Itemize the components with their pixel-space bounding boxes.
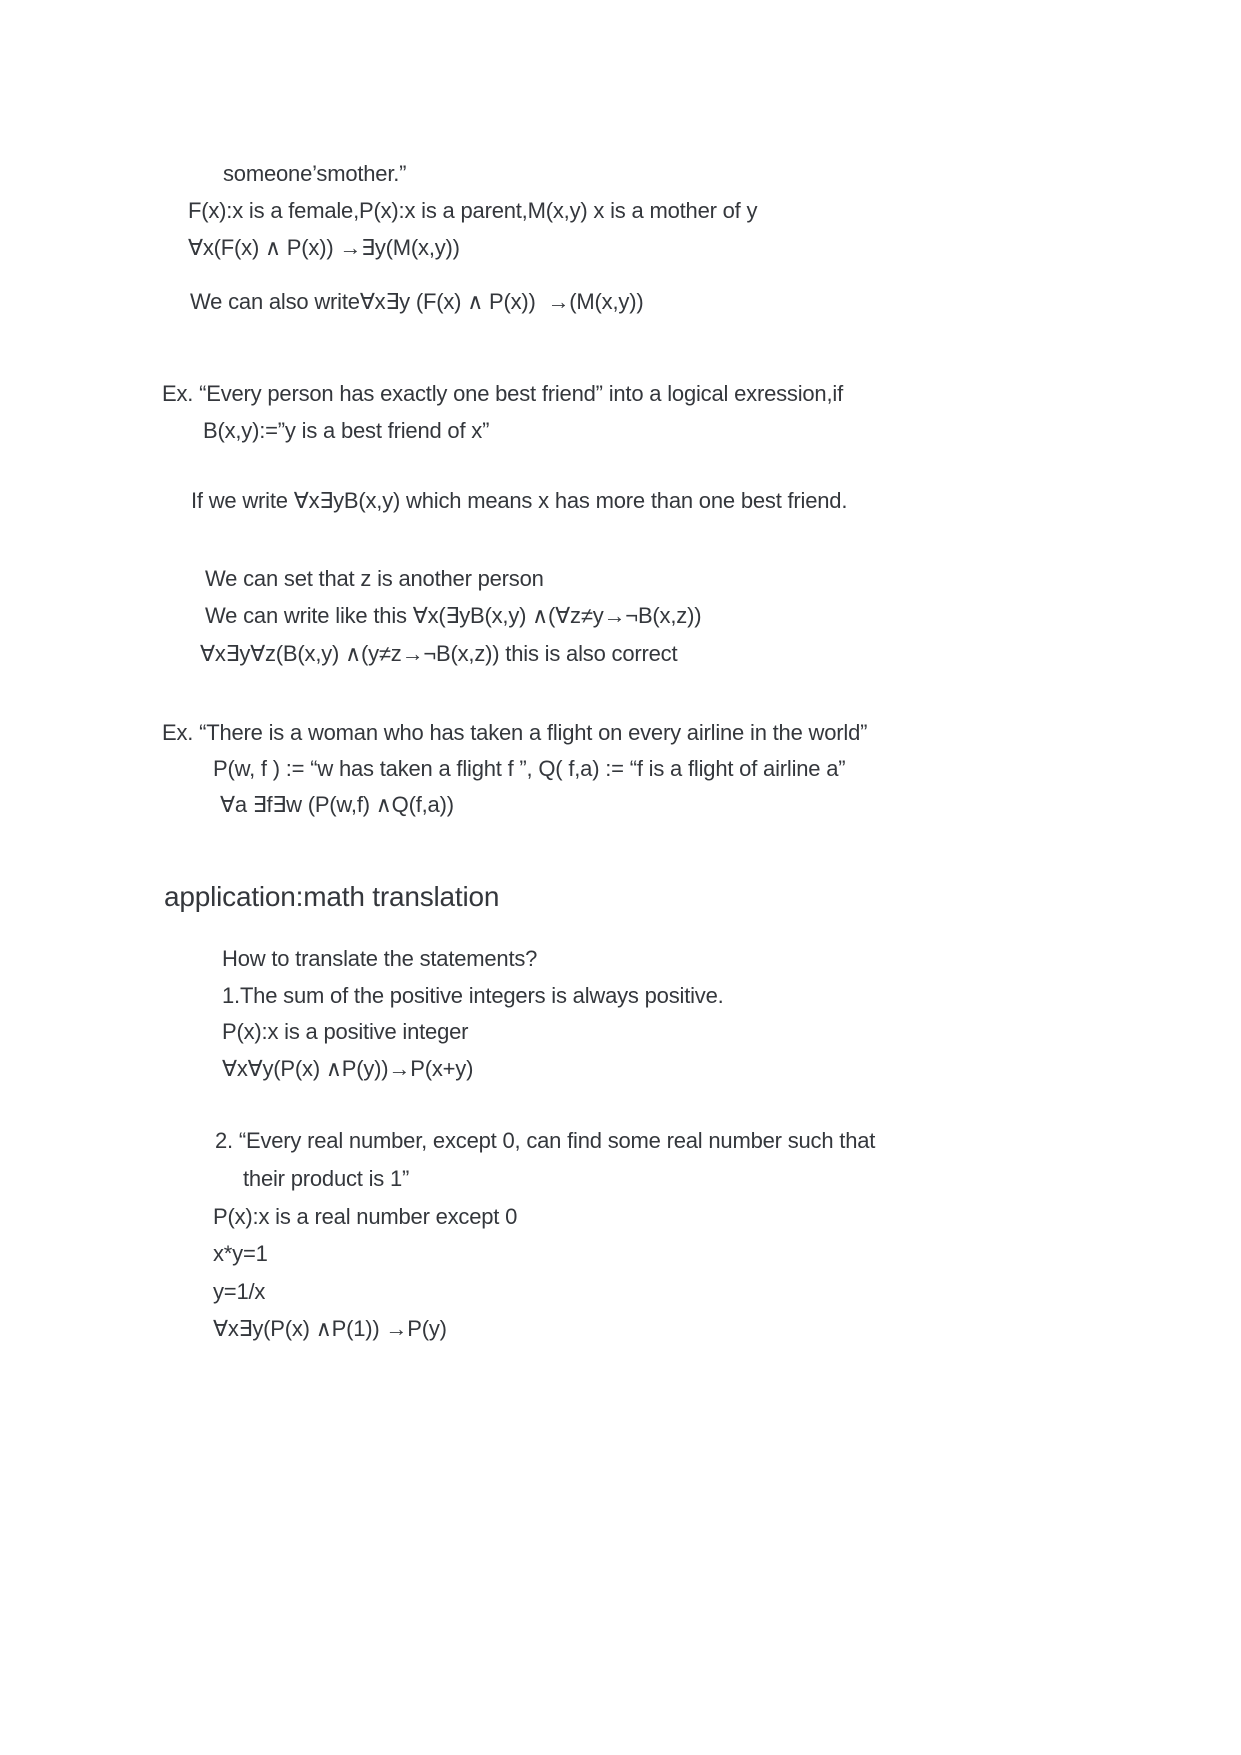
text-line: someone’smother.” xyxy=(223,161,407,186)
section-heading: application:math translation xyxy=(164,881,500,912)
text-line: ∀a ∃f∃w (P(w,f) ∧Q(f,a)) xyxy=(220,792,454,817)
text-line: We can write like this ∀x(∃yB(x,y) ∧(∀z≠y→¬B(x,z)) xyxy=(205,603,702,628)
text-line: ∀x∃y(P(x) ∧P(1)) →P(y) xyxy=(213,1316,447,1341)
text-line: Ex. “Every person has exactly one best friend” into a logical exression,if xyxy=(162,381,843,406)
text-line: How to translate the statements? xyxy=(222,946,538,971)
text-line: P(w, f ) := “w has taken a flight f ”, Q( f,a) := “f is a flight of airline a” xyxy=(213,756,846,781)
text-line: F(x):x is a female,P(x):x is a parent,M(x,y) x is a mother of y xyxy=(188,198,758,223)
text-line: We can also write∀x∃y (F(x) ∧ P(x)) →(M(x,y)) xyxy=(190,289,644,314)
text-line: ∀x(F(x) ∧ P(x)) →∃y(M(x,y)) xyxy=(188,235,460,260)
text-line: their product is 1” xyxy=(243,1166,410,1191)
text-line: We can set that z is another person xyxy=(205,566,544,591)
text-line: Ex. “There is a woman who has taken a flight on every airline in the world” xyxy=(162,720,868,745)
text-line: P(x):x is a real number except 0 xyxy=(213,1204,518,1229)
text-line: x*y=1 xyxy=(213,1241,268,1266)
text-line: y=1/x xyxy=(213,1279,266,1304)
text-line: ∀x∀y(P(x) ∧P(y))→P(x+y) xyxy=(222,1056,474,1081)
text-line: 1.The sum of the positive integers is always positive. xyxy=(222,983,724,1008)
text-line: B(x,y):=”y is a best friend of x” xyxy=(203,418,490,443)
text-line: 2. “Every real number, except 0, can find some real number such that xyxy=(215,1128,876,1153)
text-line: P(x):x is a positive integer xyxy=(222,1019,469,1044)
text-line: If we write ∀x∃yB(x,y) which means x has more than one best friend. xyxy=(191,488,848,513)
text-line: ∀x∃y∀z(B(x,y) ∧(y≠z→¬B(x,z)) this is also correct xyxy=(200,641,678,666)
